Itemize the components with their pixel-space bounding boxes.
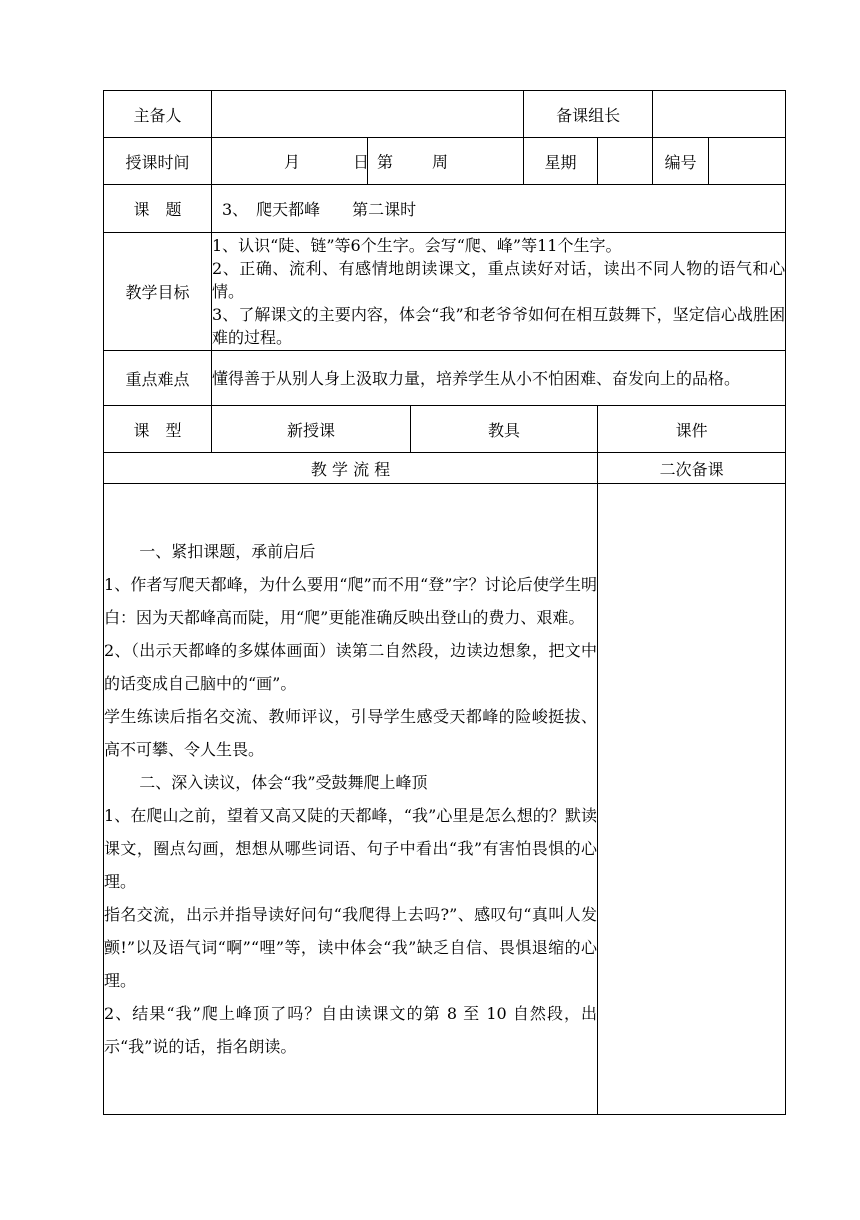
second-prep-header: 二次备课 xyxy=(598,453,786,484)
key-points-label: 重点难点 xyxy=(104,351,212,406)
flow-header: 教 学 流 程 xyxy=(104,453,598,484)
objective-item: 2、正确、流利、有感情地朗读课文，重点读好对话，读出不同人物的语气和心情。 xyxy=(212,259,786,301)
topic-value: 3、 爬天都峰 第二课时 xyxy=(212,185,786,233)
flow-paragraph: 2、结果“我”爬上峰顶了吗？自由读课文的第 8 至 10 自然段，出示“我”说的话，指名朗读。 xyxy=(104,1004,598,1056)
day-label: 日 xyxy=(353,152,370,172)
number-value xyxy=(709,138,786,185)
group-leader-label: 备课组长 xyxy=(524,91,653,138)
flow-paragraph: 学生练读后指名交流、教师评议，引导学生感受天都峰的险峻挺拔、高不可攀、令人生畏。 xyxy=(104,707,598,759)
week-suffix: 周 xyxy=(432,152,449,172)
weekday-label: 星期 xyxy=(524,138,598,185)
tools-label: 教具 xyxy=(411,406,598,453)
flow-content xyxy=(104,484,598,1115)
week-prefix: 第 xyxy=(377,152,394,172)
lesson-plan-table xyxy=(103,90,786,1115)
preparer-value xyxy=(212,91,524,138)
lesson-type-label: 课 型 xyxy=(104,406,212,453)
objective-item: 3、了解课文的主要内容，体会“我”和老爷爷如何在相互鼓舞下，坚定信心战胜困难的过程。 xyxy=(212,305,786,347)
objectives-list xyxy=(212,233,786,351)
topic-label: 课 题 xyxy=(104,185,212,233)
flow-paragraph: 1、作者写爬天都峰，为什么要用“爬”而不用“登”字？讨论后使学生明白：因为天都峰高而陡，用“爬”更能准确反映出登山的费力、艰难。 xyxy=(104,575,598,627)
weekday-value xyxy=(598,138,653,185)
key-points-value: 懂得善于从别人身上汲取力量，培养学生从小不怕困难、奋发向上的品格。 xyxy=(212,351,786,406)
second-prep-value xyxy=(598,484,786,1115)
flow-paragraph: 指名交流，出示并指导读好问句“我爬得上去吗?”、感叹句“真叫人发颤!”以及语气词“啊”“哩”等，读中体会“我”缺乏自信、畏惧退缩的心理。 xyxy=(104,905,598,990)
number-label: 编号 xyxy=(653,138,709,185)
objectives-label: 教学目标 xyxy=(104,233,212,351)
flow-section-heading: 二、深入读议，体会“我”受鼓舞爬上峰顶 xyxy=(139,773,428,792)
flow-section-heading: 一、紧扣课题，承前启后 xyxy=(139,542,316,561)
group-leader-value xyxy=(653,91,786,138)
flow-paragraph: 2、（出示天都峰的多媒体画面）读第二自然段，边读边想象，把文中的话变成自己脑中的“画”。 xyxy=(104,641,598,693)
lesson-type-value: 新授课 xyxy=(212,406,411,453)
objective-item: 1、认识“陡、链”等6个生字。会写“爬、峰”等11个生字。 xyxy=(212,236,622,255)
tools-value: 课件 xyxy=(598,406,786,453)
time-label: 授课时间 xyxy=(104,138,212,185)
month-label: 月 xyxy=(284,152,301,172)
flow-paragraph: 1、在爬山之前，望着又高又陡的天都峰，“我”心里是怎么想的？默读课文，圈点勾画，想想从哪些词语、句子中看出“我”有害怕畏惧的心理。 xyxy=(104,806,598,891)
date-cell xyxy=(212,138,368,185)
preparer-label: 主备人 xyxy=(104,91,212,138)
week-cell xyxy=(368,138,524,185)
